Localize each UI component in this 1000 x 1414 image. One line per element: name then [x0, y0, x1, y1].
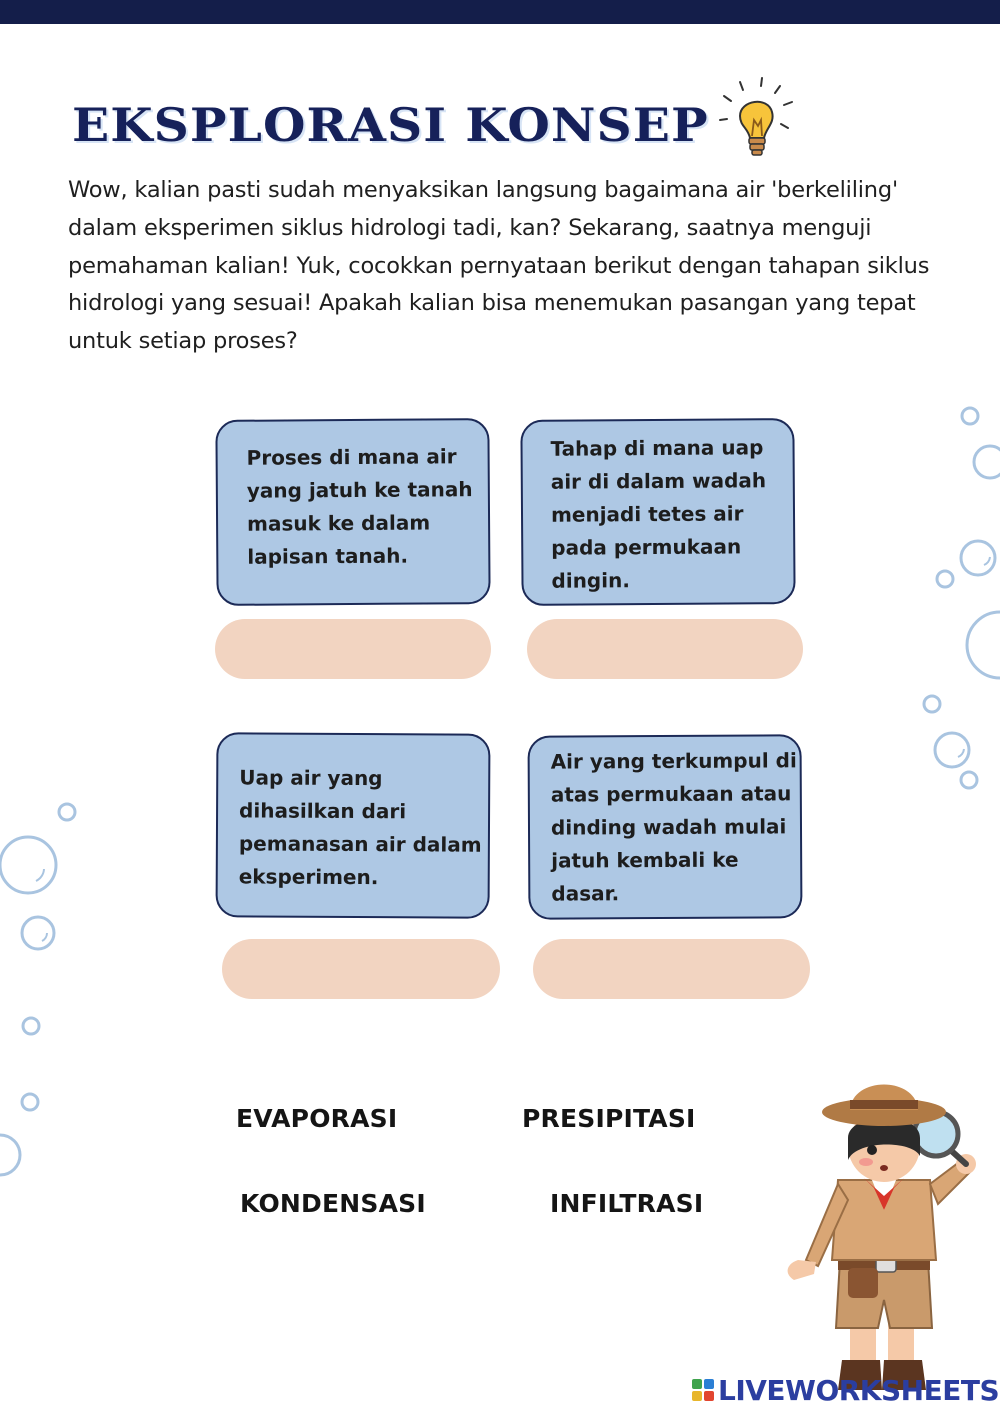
lightbulb-icon [712, 76, 802, 166]
brand-name: LIVEWORKSHEETS [718, 1373, 1000, 1407]
card-line: Proses di mana air [246, 444, 457, 470]
card-line: menjadi tetes air [550, 501, 744, 527]
option-infiltrasi[interactable]: INFILTRASI [550, 1189, 704, 1218]
option-kondensasi[interactable]: KONDENSASI [240, 1189, 426, 1218]
card-line: Uap air yang [239, 765, 383, 791]
card-line: lapisan tanah. [247, 543, 409, 569]
card-line: dingin. [551, 568, 630, 593]
instruction-text: Wow, kalian pasti sudah menyaksikan langsung bagaimana air 'berkeliling' dalam eksperimen siklus hidrologi tadi, kan? Sekarang, saatnya menguji pemahaman kalian! Yuk, cocokkan pernyataan berikut dengan tahapan siklus hidrologi yang sesuai! Apakah kalian bisa menemukan pasangan yang tepat untuk setiap proses? [68, 177, 930, 355]
statement-card-1 [215, 418, 490, 606]
statement-card-3 [216, 732, 491, 918]
explorer-child-illustration [780, 1060, 1000, 1400]
card-line: masuk ke dalam [246, 510, 431, 536]
answer-slot-3[interactable] [222, 939, 500, 999]
card-line: pada permukaan [551, 534, 742, 560]
liveworksheets-logo [692, 1372, 999, 1408]
statement-card-2 [520, 418, 795, 606]
card-line: dinding wadah mulai [550, 814, 787, 840]
card-line: air di dalam wadah [550, 468, 767, 494]
card-line: Tahap di mana uap [550, 435, 764, 461]
answer-slot-1[interactable] [215, 619, 491, 679]
card-line: dihasilkan dari [239, 798, 407, 824]
card-line: dasar. [551, 881, 620, 906]
answer-slot-2[interactable] [527, 619, 803, 679]
option-evaporasi[interactable]: EVAPORASI [236, 1104, 398, 1133]
card-line: jatuh kembali ke [551, 847, 739, 873]
top-bar [0, 0, 1000, 24]
option-presipitasi[interactable]: PRESIPITASI [522, 1104, 696, 1133]
brand-grid-icon [692, 1379, 714, 1401]
answer-slot-4[interactable] [533, 939, 810, 999]
bubbles-left-decoration [0, 795, 80, 1195]
card-line: eksperimen. [238, 864, 379, 890]
page-title: EKSPLORASI KONSEP [72, 98, 709, 152]
bubbles-right-decoration [920, 395, 1000, 805]
statement-card-4 [528, 734, 803, 919]
card-line: yang jatuh ke tanah [246, 477, 473, 503]
card-line: pemanasan air dalam [238, 831, 482, 857]
card-line: Air yang terkumpul di [550, 748, 797, 774]
card-line: atas permukaan atau [550, 781, 792, 807]
